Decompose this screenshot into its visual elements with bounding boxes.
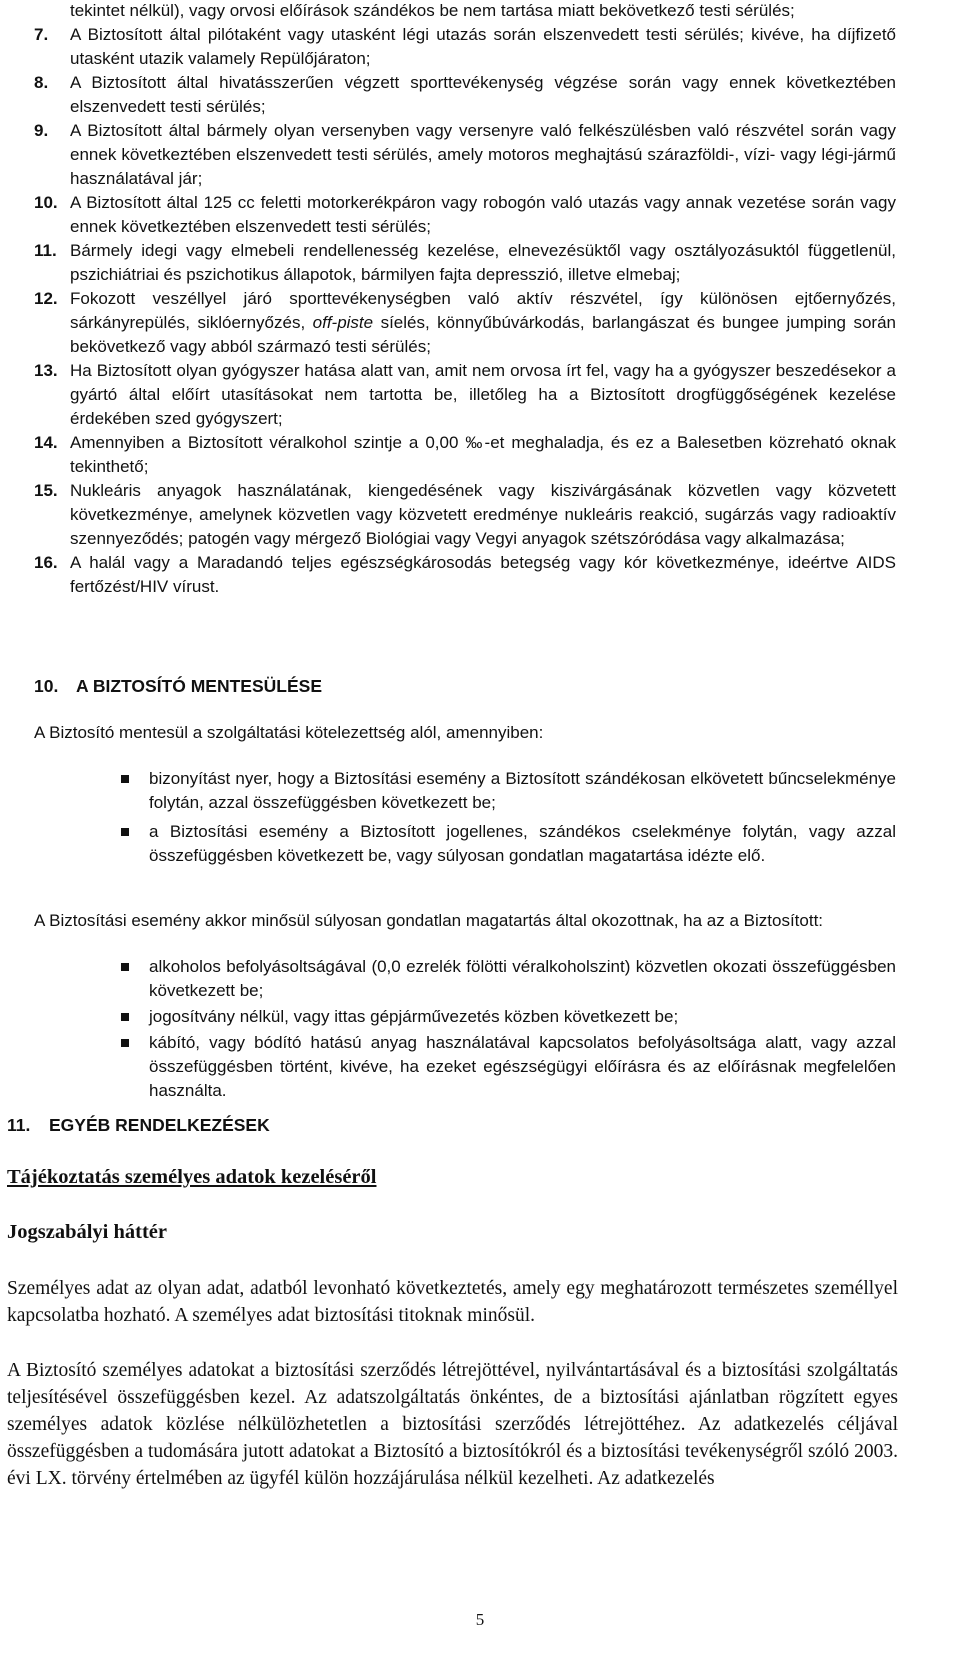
item-text-italic: off-piste [312,313,374,332]
page-number: 5 [475,1610,485,1629]
bullet-text: kábító, vagy bódító hatású anyag használatával kapcsolatos befolyásoltsága alatt, vagy azzal összefüggésben történt, kivéve, ha ezeket egészségügyi előírásra és az előírásnak megfelelően használta. [149,1033,896,1100]
section-10-heading [34,676,322,697]
exclusion-item-12 [34,287,896,359]
privacy-subtitle: Jogszabályi háttér [7,1221,167,1243]
item-number: 16. [34,553,58,572]
exclusion-item-15 [34,479,896,551]
bullet-item [149,1031,896,1103]
section-10-intro: A Biztosító mentesül a szolgáltatási kötelezettség alól, amennyiben: [34,723,544,742]
item-number: 7. [34,25,49,44]
bullet-item [149,820,896,868]
square-bullet-icon [121,1013,129,1021]
bullet-text: jogosítvány nélkül, vagy ittas gépjárművezetés közben következett be; [149,1007,679,1026]
item-text: A Biztosított által pilótaként vagy utasként légi utazás során elszenvedett testi sérülés; kivéve, ha díjfizető utasként utazik valamely Repülőjáraton; [70,25,896,68]
section-title: A BIZTOSÍTÓ MENTESÜLÉSE [76,676,322,696]
item-text-b: síelés, könnyűbúvárkodás, barlangászat és bungee jumping során bekövetkező vagy abból származó testi sérülés; [70,313,896,356]
item-text: Bármely idegi vagy elmebeli rendellenesség kezelése, elnevezésüktől vagy osztályozásuktól függetlenül, pszichiátriai és pszichotikus állapotok, bármilyen fajta depresszió, illetve elmebaj; [70,241,896,284]
bullet-list-2 [120,955,896,1103]
bullet-text: alkoholos befolyásoltságával (0,0 ezrelék fölötti véralkoholszint) közvetlen okozati összefüggésben következett be; [149,957,896,1000]
item-number: 13. [34,361,58,380]
bullet-list-1 [120,767,896,868]
exclusion-item-16 [34,551,896,599]
item-number: 14. [34,433,58,452]
bullet-text: a Biztosítási esemény a Biztosított jogellenes, szándékos cselekménye folytán, vagy azzal összefüggésben következett be, vagy súlyosan gondatlan magatartása idézte elő. [149,822,896,865]
square-bullet-icon [121,775,129,783]
item-number: 11. [34,241,57,260]
exclusion-item-7 [34,23,896,71]
item-text: Nukleáris anyagok használatának, kiengedésének vagy kiszivárgásának közvetlen vagy közvetett következménye, amelynek közvetlen vagy közvetett eredménye nukleáris reakció, sugárzás vagy radioaktív szennyeződés; patogén vagy mérgező Biológiai vagy Vegyi anyagok szétszóródása vagy alkalmazása; [70,481,896,548]
item-text: A Biztosított által hivatásszerűen végzett sporttevékenység végzése során vagy ennek következtében elszenvedett testi sérülés; [70,73,896,116]
item-text-a: Fokozott veszéllyel járó sporttevékenységben való aktív részvétel, így különösen ejtőernyőzés, sárkányrepülés, siklóernyőzés, [70,289,896,332]
square-bullet-icon [121,963,129,971]
section-title: EGYÉB RENDELKEZÉSEK [49,1115,270,1135]
item-number: 9. [34,121,49,140]
square-bullet-icon [121,1039,129,1047]
bullet-item [149,767,896,815]
exclusion-item-11 [34,239,896,287]
section-number: 10. [34,676,59,696]
item-text: Ha Biztosított olyan gyógyszer hatása alatt van, amit nem orvosa írt fel, vagy ha a gyógyszer beszedésekor a gyártó által előírt utasításokat nem tartotta be, illetőleg ha a Biztosított drogfüggőségének kezelése érdekében szed gyógyszert; [70,361,896,428]
privacy-title: Tájékoztatás személyes adatok kezeléséről [7,1166,377,1188]
privacy-paragraph-1: Személyes adat az olyan adat, adatból levonható következtetés, amely egy meghatározott természetes személlyel kapcsolatba hozható. A személyes adat biztosítási titoknak minősül. [7,1278,898,1326]
list-continuation: tekintet nélkül), vagy orvosi előírások szándékos be nem tartása miatt bekövetkező testi sérülés; [70,1,795,20]
item-number: 15. [34,481,58,500]
exclusion-list [34,0,896,599]
privacy-paragraph-2: A Biztosító személyes adatokat a biztosítási szerződés létrejöttével, nyilvántartásával és a biztosítási szolgáltatás teljesítésével összefüggésben kezel. Az adatszolgáltatás önkéntes, de a biztosítási ajánlatban rögzített egyes személyes adatok közlése nélkülözhetetlen a biztosítási szerződés létrejöttéhez. Az adatkezelés céljával összefüggésben a tudomására jutott adatokat a Biztosító a biztosítókról és a biztosítási tevékenységről szóló 2003. évi LX. törvény értelmében az ügyfél külön hozzájárulása nélkül kezelheti. Az adatkezelés [7,1360,898,1489]
section-11-heading [7,1115,270,1136]
bullet-item [149,1005,896,1029]
item-text: A halál vagy a Maradandó teljes egészségkárosodás betegség vagy kór következménye, ideértve AIDS fertőzést/HIV vírust. [70,553,896,596]
section-number: 11. [7,1115,31,1135]
item-number: 10. [34,193,58,212]
item-number: 8. [34,73,49,92]
exclusion-item-13 [34,359,896,431]
exclusion-item-9 [34,119,896,191]
bullet-text: bizonyítást nyer, hogy a Biztosítási esemény a Biztosított szándékosan elkövetett bűncselekménye folytán, azzal összefüggésben következett be; [149,769,896,812]
exclusion-item-8 [34,71,896,119]
item-text: Amennyiben a Biztosított véralkohol szintje a 0,00 ‰-et meghaladja, és ez a Balesetben közreható oknak tekinthető; [70,433,896,476]
section-10-intro-2: A Biztosítási esemény akkor minősül súlyosan gondatlan magatartás által okozottnak, ha az a Biztosított: [34,911,824,930]
bullet-item [149,955,896,1003]
exclusion-item-14 [34,431,896,479]
item-text: A Biztosított által 125 cc feletti motorkerékpáron vagy robogón való utazás vagy annak vezetése során vagy ennek következtében elszenvedett testi sérülés; [70,193,896,236]
square-bullet-icon [121,828,129,836]
exclusion-item-10 [34,191,896,239]
item-number: 12. [34,289,58,308]
item-text: A Biztosított által bármely olyan versenyben vagy versenyre való felkészülésben való részvétel során vagy ennek következtében elszenvedett testi sérülés, amely motoros meghajtású szárazföldi-, vízi- vagy légi-jármű használatával jár; [70,121,896,188]
